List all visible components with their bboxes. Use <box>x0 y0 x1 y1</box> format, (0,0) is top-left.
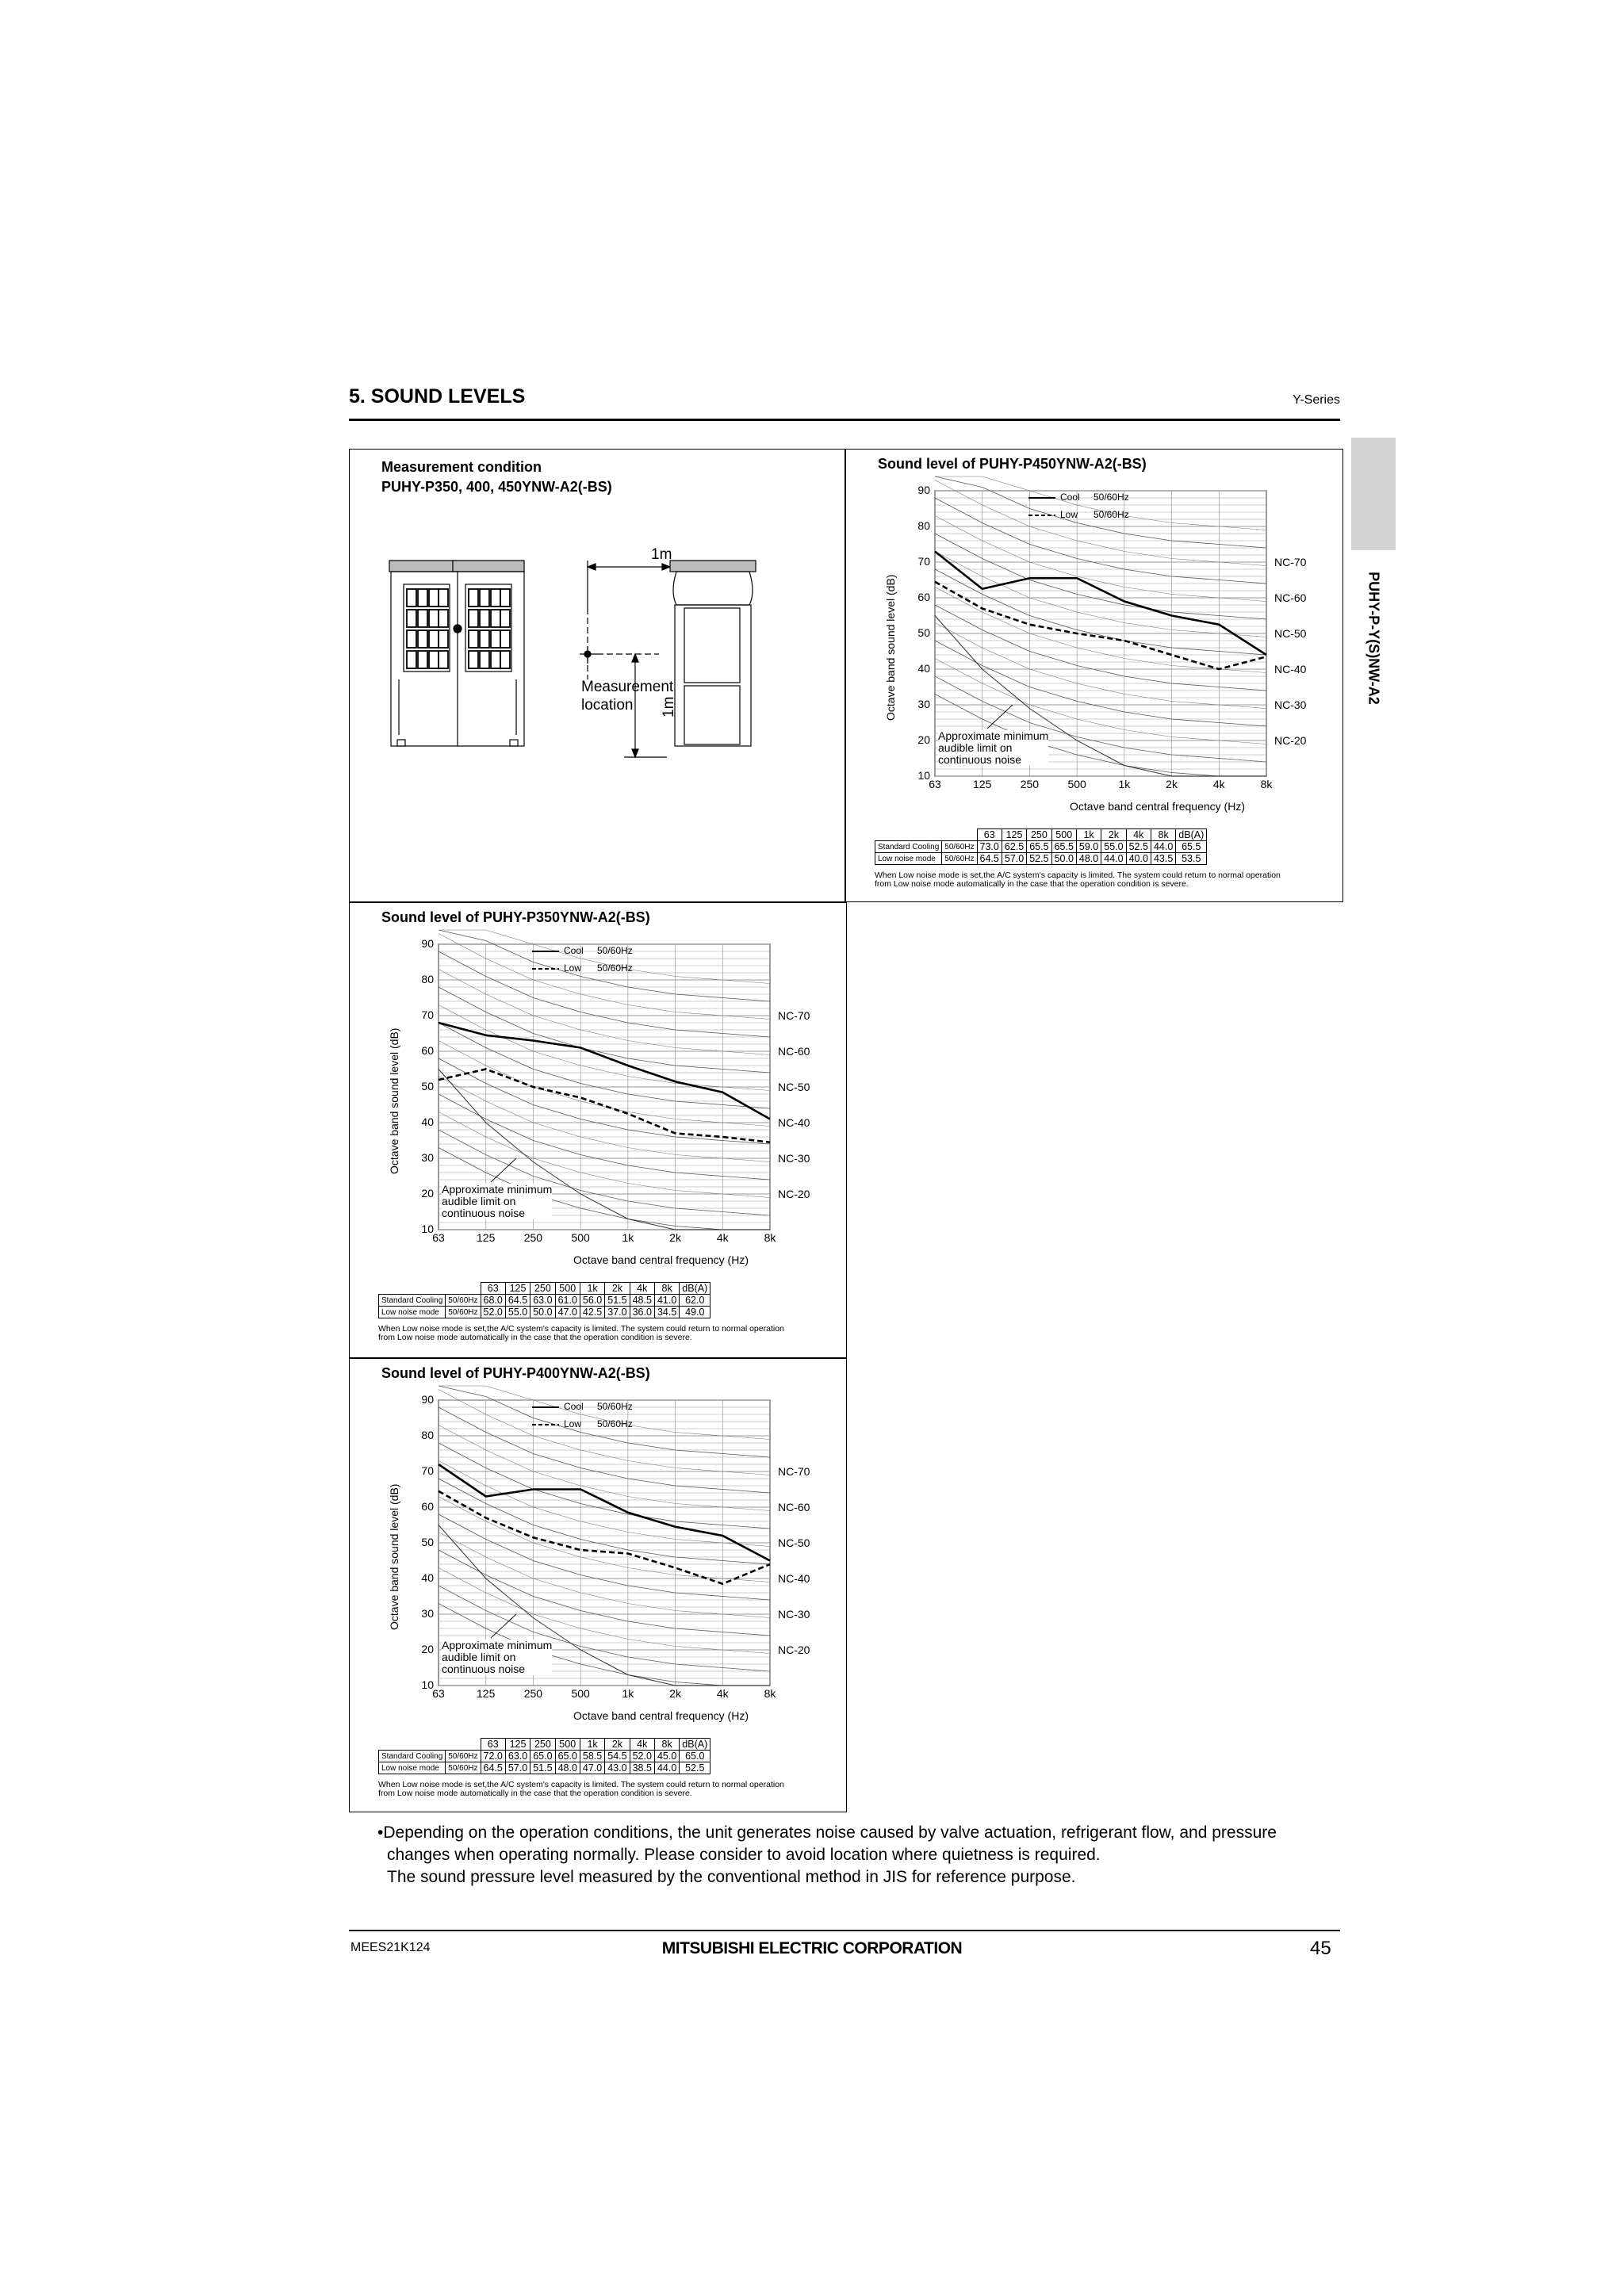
table-cell: 57.0 <box>1002 853 1026 865</box>
table-cell: 47.0 <box>580 1762 604 1774</box>
vertical-distance-label: 1m <box>661 696 677 718</box>
table-header: 250 <box>1027 829 1051 841</box>
nc-curve-minor <box>439 1386 770 1440</box>
table-cell: 47.0 <box>555 1307 580 1318</box>
low-noise-note: When Low noise mode is set,the A/C system's capacity is limited. The system could return to normal operation from Low noise mode automatically in the case that the operation condition is severe. <box>378 1780 784 1798</box>
legend-cool-hz: 50/60Hz <box>597 1401 633 1412</box>
table-cell: 65.0 <box>555 1751 580 1762</box>
table-cell: 58.5 <box>580 1751 604 1762</box>
table-cell: 65.5 <box>1051 841 1076 853</box>
x-axis-label: Octave band central frequency (Hz) <box>573 1709 749 1722</box>
sound-level-table <box>378 1738 710 1774</box>
legend-cool-label: Cool <box>564 945 584 956</box>
table-cell: 53.5 <box>1176 853 1207 865</box>
y-tick-label: 10 <box>421 1678 434 1691</box>
table-cell: 52.5 <box>1027 853 1051 865</box>
x-tick-label: 125 <box>477 1687 496 1700</box>
table-cell: 64.5 <box>481 1762 505 1774</box>
legend-low-label: Low <box>564 1418 582 1429</box>
table-cell: 43.0 <box>605 1762 630 1774</box>
legend-low-hz: 50/60Hz <box>1094 509 1129 520</box>
y-tick-label: 20 <box>421 1187 434 1200</box>
table-cell: 42.5 <box>580 1307 604 1318</box>
table-row-cool: Standard Cooling 50/60Hz 72.0 63.0 65.0 65.0 58.5 54.5 52.0 45.0 65.0 <box>379 1751 710 1762</box>
nc-label: NC-70 <box>778 1465 810 1478</box>
y-tick-label: 70 <box>421 1464 434 1477</box>
x-axis-label: Octave band central frequency (Hz) <box>1070 800 1245 813</box>
audible-note-leader <box>491 1614 516 1638</box>
measurement-panel <box>349 449 845 902</box>
table-header: 500 <box>555 1283 580 1295</box>
y-tick-label: 70 <box>421 1008 434 1021</box>
y-tick-label: 50 <box>421 1080 434 1093</box>
nc-label: NC-50 <box>778 1081 810 1093</box>
nc-label: NC-70 <box>778 1009 810 1022</box>
x-tick-label: 8k <box>764 1687 776 1700</box>
legend-cool-hz: 50/60Hz <box>597 945 633 956</box>
nc-label: NC-20 <box>778 1188 810 1200</box>
measurement-title: Measurement condition <box>381 459 542 475</box>
table-cell: 48.0 <box>1076 853 1101 865</box>
low-noise-note: When Low noise mode is set,the A/C system's capacity is limited. The system could return to normal operation from Low noise mode automatically in the case that the operation condition is severe. <box>875 871 1281 889</box>
y-tick-label: 30 <box>917 698 930 710</box>
y-tick-label: 90 <box>917 484 930 496</box>
side-tab-label: PUHY-P-Y(S)NW-A2 <box>1365 572 1382 705</box>
table-cell: 52.0 <box>630 1751 654 1762</box>
table-cell: 63.0 <box>530 1295 555 1307</box>
header-rule <box>349 419 1340 421</box>
y-tick-label: 40 <box>421 1571 434 1584</box>
nc-label: NC-60 <box>1274 591 1307 604</box>
table-header: 8k <box>1151 829 1175 841</box>
x-tick-label: 125 <box>477 1231 496 1244</box>
x-tick-label: 1k <box>1118 778 1131 790</box>
x-tick-label: 125 <box>973 778 992 790</box>
legend-cool-label: Cool <box>1060 492 1080 503</box>
nc-curve-minor <box>439 1005 770 1091</box>
y-axis-label: Octave band sound level (dB) <box>884 574 897 721</box>
audible-limit-note: Approximate minimum audible limit on continuous noise <box>442 1639 553 1675</box>
y-tick-label: 30 <box>421 1151 434 1164</box>
sound-level-table <box>378 1282 710 1318</box>
x-tick-label: 4k <box>1212 778 1225 790</box>
measurement-dimension-lines <box>580 561 670 757</box>
table-cell: 43.5 <box>1151 853 1175 865</box>
y-axis-label: Octave band sound level (dB) <box>388 1027 400 1174</box>
table-cell: 65.5 <box>1176 841 1207 853</box>
measurement-diagram <box>350 450 846 903</box>
table-cell: 48.0 <box>555 1762 580 1774</box>
table-cell: 34.5 <box>654 1307 679 1318</box>
legend-low-label: Low <box>1060 509 1078 520</box>
x-tick-label: 1k <box>622 1687 634 1700</box>
table-cell: 37.0 <box>605 1307 630 1318</box>
table-header: 2k <box>605 1739 630 1751</box>
table-cell: 57.0 <box>505 1762 530 1774</box>
nc-curve-minor <box>439 1041 770 1127</box>
x-tick-label: 4k <box>716 1231 729 1244</box>
table-header: 1k <box>1076 829 1101 841</box>
audible-note-leader <box>987 705 1013 729</box>
table-cell: 64.5 <box>977 853 1002 865</box>
nc-curve-minor <box>439 1425 770 1511</box>
series-label: Y-Series <box>1293 393 1340 407</box>
table-header: dB(A) <box>1176 829 1207 841</box>
x-tick-label: 8k <box>1260 778 1273 790</box>
table-cell: 68.0 <box>481 1295 505 1307</box>
y-axis-label: Octave band sound level (dB) <box>388 1483 400 1630</box>
x-tick-label: 63 <box>432 1231 445 1244</box>
series-line-low <box>439 1491 770 1584</box>
table-cell: 38.5 <box>630 1762 654 1774</box>
table-row-low: Low noise mode 50/60Hz 64.5 57.0 52.5 50.0 48.0 44.0 40.0 43.5 53.5 <box>875 853 1207 865</box>
table-cell: 44.0 <box>1151 841 1175 853</box>
y-tick-label: 60 <box>917 591 930 603</box>
legend-cool-hz: 50/60Hz <box>1094 492 1129 503</box>
x-tick-label: 2k <box>669 1231 681 1244</box>
table-cell: 50.0 <box>1051 853 1076 865</box>
table-cell: 54.5 <box>605 1751 630 1762</box>
nc-label: NC-20 <box>1274 734 1307 747</box>
table-header: 500 <box>555 1739 580 1751</box>
nc-label: NC-40 <box>778 1572 810 1585</box>
table-cell: 49.0 <box>680 1307 710 1318</box>
audible-limit-note: Approximate minimum audible limit on continuous noise <box>938 729 1049 766</box>
table-header: 125 <box>505 1283 530 1295</box>
table-cell: 52.5 <box>680 1762 710 1774</box>
y-tick-label: 40 <box>917 662 930 675</box>
audible-note-leader <box>491 1158 516 1182</box>
legend-cool-label: Cool <box>564 1401 584 1412</box>
nc-label: NC-50 <box>1274 627 1307 640</box>
table-cell: 51.5 <box>605 1295 630 1307</box>
unit-side-view <box>670 561 756 746</box>
table-header: dB(A) <box>680 1283 710 1295</box>
table-header: 250 <box>530 1283 555 1295</box>
table-cell: 50.0 <box>530 1307 555 1318</box>
legend-low-hz: 50/60Hz <box>597 962 633 974</box>
x-tick-label: 63 <box>432 1687 445 1700</box>
measurement-location-label: Measurement location <box>581 679 674 714</box>
operation-notes: •Depending on the operation conditions, the unit generates noise caused by valve actuation, refrigerant flow, and pressure changes when operating normally. Please consider to avoid location where quietness is required. The sound pressure level measured by the conventional method in JIS for reference purpose. <box>377 1823 1277 1886</box>
table-row-cool: Standard Cooling 50/60Hz 68.0 64.5 63.0 61.0 56.0 51.5 48.5 41.0 62.0 <box>379 1295 710 1307</box>
y-tick-label: 90 <box>421 937 434 950</box>
y-tick-label: 90 <box>421 1393 434 1406</box>
x-tick-label: 4k <box>716 1687 729 1700</box>
table-cell: 51.5 <box>530 1762 555 1774</box>
table-cell: 45.0 <box>654 1751 679 1762</box>
table-cell: 61.0 <box>555 1295 580 1307</box>
y-tick-label: 30 <box>421 1607 434 1620</box>
x-tick-label: 1k <box>622 1231 634 1244</box>
panel-p450 <box>845 449 1343 902</box>
x-tick-label: 500 <box>1067 778 1086 790</box>
horizontal-distance-label: 1m <box>651 546 672 563</box>
table-row-low: Low noise mode 50/60Hz 52.0 55.0 50.0 47.0 42.5 37.0 36.0 34.5 49.0 <box>379 1307 710 1318</box>
y-tick-label: 50 <box>421 1536 434 1548</box>
table-header: 500 <box>1051 829 1076 841</box>
table-header: 63 <box>481 1283 505 1295</box>
table-header: 1k <box>580 1283 604 1295</box>
table-cell: 44.0 <box>654 1762 679 1774</box>
nc-label: NC-40 <box>1274 663 1307 675</box>
x-tick-label: 500 <box>571 1687 590 1700</box>
nc-label: NC-70 <box>1274 556 1307 568</box>
legend-low-hz: 50/60Hz <box>597 1418 633 1429</box>
nc-curve-minor <box>439 930 770 984</box>
nc-curve-minor <box>935 623 1266 709</box>
table-cell: 73.0 <box>977 841 1002 853</box>
nc-label: NC-20 <box>778 1644 810 1656</box>
table-cell: 52.5 <box>1126 841 1151 853</box>
y-tick-label: 60 <box>421 1500 434 1513</box>
low-noise-note: When Low noise mode is set,the A/C system's capacity is limited. The system could return to normal operation from Low noise mode automatically in the case that the operation condition is severe. <box>378 1324 784 1342</box>
page-number: 45 <box>1310 1938 1331 1959</box>
table-cell: 65.0 <box>530 1751 555 1762</box>
document-id: MEES21K124 <box>350 1941 431 1954</box>
y-tick-label: 50 <box>917 626 930 639</box>
sound-level-table <box>875 828 1207 865</box>
table-header: 8k <box>654 1739 679 1751</box>
table-cell: 65.0 <box>680 1751 710 1762</box>
nc-curve-minor <box>935 476 1266 530</box>
x-tick-label: 2k <box>669 1687 681 1700</box>
nc-label: NC-30 <box>1274 698 1307 711</box>
table-cell: 62.5 <box>1002 841 1026 853</box>
table-header: 63 <box>481 1739 505 1751</box>
table-cell: 59.0 <box>1076 841 1101 853</box>
table-cell: 48.5 <box>630 1295 654 1307</box>
legend-low-label: Low <box>564 962 582 974</box>
x-tick-label: 250 <box>523 1687 543 1700</box>
table-cell: 64.5 <box>505 1295 530 1307</box>
nc-label: NC-40 <box>778 1116 810 1129</box>
table-row-cool: Standard Cooling 50/60Hz 73.0 62.5 65.5 65.5 59.0 55.0 52.5 44.0 65.5 <box>875 841 1207 853</box>
table-header: 1k <box>580 1739 604 1751</box>
table-cell: 63.0 <box>505 1751 530 1762</box>
x-tick-label: 63 <box>929 778 941 790</box>
table-cell: 44.0 <box>1101 853 1126 865</box>
y-tick-label: 10 <box>917 769 930 782</box>
x-tick-label: 8k <box>764 1231 776 1244</box>
x-tick-label: 250 <box>1020 778 1040 790</box>
y-tick-label: 80 <box>421 1429 434 1441</box>
y-tick-label: 60 <box>421 1044 434 1057</box>
nc-label: NC-60 <box>778 1045 810 1058</box>
audible-limit-note: Approximate minimum audible limit on continuous noise <box>442 1183 553 1219</box>
y-tick-label: 20 <box>917 733 930 746</box>
table-header: 4k <box>630 1283 654 1295</box>
nc-label: NC-50 <box>778 1536 810 1549</box>
chart-title: Sound level of PUHY-P400YNW-A2(-BS) <box>381 1365 650 1381</box>
table-cell: 62.0 <box>680 1295 710 1307</box>
table-header: 2k <box>1101 829 1126 841</box>
table-cell: 56.0 <box>580 1295 604 1307</box>
table-cell: 72.0 <box>481 1751 505 1762</box>
nc-label: NC-60 <box>778 1501 810 1513</box>
table-cell: 55.0 <box>505 1307 530 1318</box>
series-line-low <box>439 1070 770 1142</box>
table-header: 8k <box>654 1283 679 1295</box>
table-cell: 65.5 <box>1027 841 1051 853</box>
table-header: 63 <box>977 829 1002 841</box>
table-cell: 41.0 <box>654 1295 679 1307</box>
y-tick-label: 80 <box>917 519 930 532</box>
nc-curve-minor <box>439 1533 770 1618</box>
table-header: 4k <box>630 1739 654 1751</box>
chart-title: Sound level of PUHY-P450YNW-A2(-BS) <box>878 456 1147 472</box>
table-header: 125 <box>505 1739 530 1751</box>
chart-title: Sound level of PUHY-P350YNW-A2(-BS) <box>381 909 650 925</box>
footer-rule <box>349 1930 1340 1931</box>
table-cell: 52.0 <box>481 1307 505 1318</box>
nc-curve-minor <box>439 1497 770 1582</box>
x-tick-label: 250 <box>523 1231 543 1244</box>
x-axis-label: Octave band central frequency (Hz) <box>573 1253 749 1266</box>
nc-curve-minor <box>439 970 770 1055</box>
table-header: dB(A) <box>680 1739 710 1751</box>
table-header: 250 <box>530 1739 555 1751</box>
table-header: 125 <box>1002 829 1026 841</box>
y-tick-label: 10 <box>421 1223 434 1235</box>
y-tick-label: 40 <box>421 1115 434 1128</box>
side-tab-marker <box>1351 438 1396 550</box>
x-tick-label: 2k <box>1166 778 1178 790</box>
y-tick-label: 80 <box>421 973 434 985</box>
nc-curve-minor <box>935 587 1266 673</box>
nc-curve-minor <box>439 1077 770 1162</box>
y-tick-label: 20 <box>421 1643 434 1655</box>
nc-curve-minor <box>439 1461 770 1547</box>
corporation-name: MITSUBISHI ELECTRIC CORPORATION <box>661 1939 963 1957</box>
table-header: 2k <box>605 1283 630 1295</box>
section-title: 5. SOUND LEVELS <box>349 385 526 408</box>
series-line-low <box>935 582 1266 669</box>
x-tick-label: 500 <box>571 1231 590 1244</box>
panel-p350 <box>349 902 847 1358</box>
y-tick-label: 70 <box>917 555 930 568</box>
series-line-cool <box>935 552 1266 656</box>
table-header: 4k <box>1126 829 1151 841</box>
table-cell: 36.0 <box>630 1307 654 1318</box>
panel-p400 <box>349 1358 847 1812</box>
nc-label: NC-30 <box>778 1152 810 1165</box>
nc-label: NC-30 <box>778 1608 810 1621</box>
measurement-models: PUHY-P350, 400, 450YNW-A2(-BS) <box>381 479 612 495</box>
table-row-low: Low noise mode 50/60Hz 64.5 57.0 51.5 48.0 47.0 43.0 38.5 44.0 52.5 <box>379 1762 710 1774</box>
table-cell: 55.0 <box>1101 841 1126 853</box>
table-cell: 40.0 <box>1126 853 1151 865</box>
unit-front-view <box>389 561 524 746</box>
